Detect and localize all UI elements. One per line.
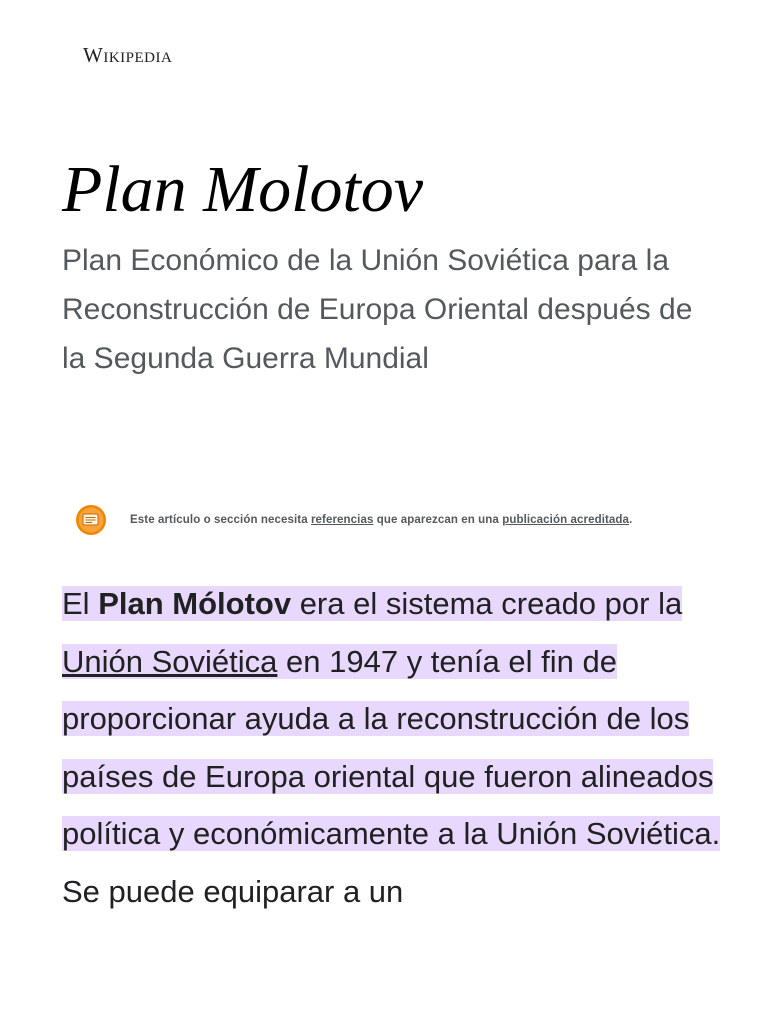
wikipedia-logo[interactable]: Wikipedia [83,43,173,67]
bold-term: Plan Mólotov [98,586,292,621]
references-needed-icon [74,503,108,537]
referencias-link[interactable]: referencias [310,514,374,526]
page-title: Plan Molotov [62,153,424,226]
references-notice [74,502,714,538]
highlighted-text: El Plan Mólotov era el sistema creado por la Unión Soviética en 1947 y tenía el fin de proporcionar ayuda a la reconstrucción de los países de Europa oriental que fueron alineados política y económicamente a la Unión Soviética. [62,586,721,852]
intro-paragraph [62,575,722,921]
publicacion-acreditada-link[interactable]: publicación acreditada [502,514,630,526]
page-description: Plan Económico de la Unión Soviética para la Reconstrucción de Europa Oriental después de la Segunda Guerra Mundial [62,244,693,375]
notice-text: Este artículo o sección necesita referencias que aparezcan en una publicación acreditada. [130,514,633,526]
union-sovietica-link[interactable]: Unión Soviética [62,643,278,679]
paragraph-continuation: Se puede equiparar a un [62,873,404,909]
